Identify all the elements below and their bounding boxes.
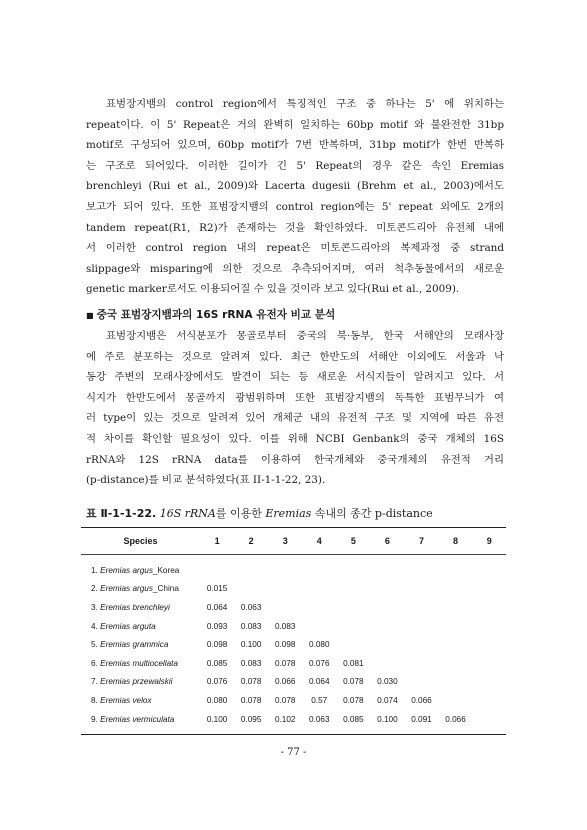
species-cell xyxy=(81,710,200,735)
species-genus: Eremias xyxy=(100,640,131,650)
paragraph-line: 식지가 한반도에서 몽골까지 광범위하며 또한 표범장지뱀의 독특한 표범무늬가 여 xyxy=(86,391,504,404)
distance-cell: 0.076 xyxy=(206,677,228,687)
distance-cell: 0.081 xyxy=(343,658,364,668)
table-row xyxy=(81,691,506,710)
distance-cell xyxy=(473,580,506,599)
distance-cell: 0.080 xyxy=(206,695,228,705)
species-epithet: przewalskii xyxy=(132,677,173,687)
species-epithet: argus xyxy=(132,584,153,594)
header-col-7: 7 xyxy=(404,528,438,555)
table-caption-label: 표 Ⅱ-1-1-22. xyxy=(86,507,157,520)
p-distance-table-container xyxy=(81,527,506,735)
table-row xyxy=(81,555,506,580)
square-bullet-icon: ■ xyxy=(86,311,94,320)
distance-cell xyxy=(404,654,438,673)
species-cell xyxy=(81,598,200,617)
distance-cell: 0.100 xyxy=(200,710,234,735)
distance-cell xyxy=(370,598,404,617)
distance-cell: 0.066 xyxy=(411,695,432,705)
distance-cell: 0.015 xyxy=(206,584,228,594)
distance-cell: 0.098 xyxy=(274,640,296,650)
distance-cell xyxy=(302,598,336,617)
table-row xyxy=(81,710,506,735)
species-suffix: _China xyxy=(152,584,179,594)
distance-cell xyxy=(370,580,404,599)
species-cell xyxy=(81,691,200,710)
species-cell xyxy=(81,654,200,673)
distance-cell: 0.091 xyxy=(404,710,438,735)
species-genus: Eremias xyxy=(100,602,131,612)
species-number: 3. xyxy=(91,602,98,612)
species-cell xyxy=(81,617,200,636)
distance-cell: 0.57 xyxy=(311,695,328,705)
distance-cell xyxy=(370,555,404,580)
paragraph-line: rRNA와 12S rRNA data를 이용하여 한국개체와 중국개체의 유전적 거리 xyxy=(86,453,504,466)
paragraph-line: repeat이다. 이 5' Repeat은 거의 완벽히 일치하는 60bp motif 와 불완전한 31bp xyxy=(86,118,504,131)
p-distance-table xyxy=(81,527,506,735)
paragraph-line: 서 이러한 control region 내의 repeat은 미토콘드리아의 복제과정 중 strand xyxy=(86,242,504,255)
species-genus: Eremias xyxy=(100,621,131,631)
distance-cell: 0.098 xyxy=(206,640,228,650)
header-col-3: 3 xyxy=(268,528,302,555)
species-number: 5. xyxy=(91,640,98,650)
distance-cell xyxy=(438,673,472,692)
species-epithet: multiocellata xyxy=(132,658,178,668)
paragraph-line: genetic marker로서도 이용되어질 수 있을 것이라 보고 있다(Rui et al., 2009). xyxy=(86,283,460,296)
paragraph-control-region xyxy=(86,94,504,300)
distance-cell xyxy=(473,555,506,580)
distance-cell xyxy=(438,617,472,636)
distance-cell xyxy=(473,691,506,710)
section-heading-text: 중국 표범장지뱀과의 16S rRNA 유전자 비교 분석 xyxy=(96,309,336,321)
paragraph-line: slippage와 misparing에 의한 것으로 추측되어지며, 여러 척추동물에서의 새로운 xyxy=(86,262,504,275)
distance-cell xyxy=(438,635,472,654)
header-col-6: 6 xyxy=(370,528,404,555)
distance-cell xyxy=(302,555,336,580)
species-number: 6. xyxy=(91,658,98,668)
paragraph-line: 는 구조로 되어있다. 이러한 길이가 긴 5' Repeat의 경우 같은 속인 Eremias xyxy=(86,159,504,172)
distance-cell: 0.085 xyxy=(336,710,370,735)
table-body xyxy=(81,555,506,735)
distance-cell xyxy=(404,673,438,692)
distance-cell xyxy=(234,580,268,599)
paragraph-comparison xyxy=(86,326,504,491)
species-genus: Eremias xyxy=(100,584,131,594)
distance-cell xyxy=(336,635,370,654)
distance-cell xyxy=(473,598,506,617)
header-col-2: 2 xyxy=(234,528,268,555)
table-caption-genus: Eremias xyxy=(265,507,312,520)
distance-cell: 0.085 xyxy=(206,658,228,668)
distance-cell: 0.030 xyxy=(377,677,398,687)
species-number: 2. xyxy=(91,584,98,594)
paragraph-line: 동강 주변의 모래사장에서도 발견이 되는 등 새로운 서식지들이 알려지고 있다. 서 xyxy=(86,371,504,384)
distance-cell xyxy=(234,555,268,580)
species-cell xyxy=(81,580,200,599)
species-number: 1. xyxy=(91,565,98,575)
species-epithet: velox xyxy=(132,695,152,705)
distance-cell: 0.066 xyxy=(274,677,296,687)
paragraph-line: (p-distance)를 비교 분석하였다(표 II-1-1-22, 23). xyxy=(86,474,326,487)
table-row xyxy=(81,635,506,654)
distance-cell xyxy=(404,598,438,617)
table-row xyxy=(81,673,506,692)
paragraph-line: 표범장지뱀의 control region에서 특징적인 구조 중 하나는 5' 에 위치하는 xyxy=(106,98,504,110)
species-genus: Eremias xyxy=(100,677,131,687)
header-col-1: 1 xyxy=(200,528,234,555)
distance-cell xyxy=(200,555,234,580)
distance-cell xyxy=(473,617,506,636)
species-suffix: _Korea xyxy=(152,565,180,575)
distance-cell xyxy=(268,580,302,599)
distance-cell xyxy=(404,580,438,599)
species-number: 7. xyxy=(91,677,98,687)
distance-cell: 0.093 xyxy=(206,621,228,631)
species-epithet: argus xyxy=(132,565,153,575)
distance-cell: 0.076 xyxy=(309,658,330,668)
species-number: 4. xyxy=(91,621,98,631)
paragraph-line: 보고가 되어 있다. 또한 표범장지뱀의 control region에는 5' repeat 외에도 2개의 xyxy=(86,200,504,213)
distance-cell xyxy=(370,617,404,636)
distance-cell xyxy=(473,654,506,673)
distance-cell: 0.063 xyxy=(240,602,262,612)
distance-cell xyxy=(268,555,302,580)
species-epithet: vermiculata xyxy=(132,714,175,724)
table-row xyxy=(81,654,506,673)
distance-cell: 0.100 xyxy=(240,640,262,650)
paragraph-line: tandem repeat(R1, R2)가 존재하는 것을 확인하였다. 미토콘드리아 유전체 내에 xyxy=(86,221,504,234)
distance-cell xyxy=(438,555,472,580)
header-species: Species xyxy=(81,528,200,555)
distance-cell xyxy=(473,673,506,692)
distance-cell: 0.078 xyxy=(274,658,296,668)
section-heading xyxy=(86,307,335,322)
distance-cell: 0.083 xyxy=(240,658,262,668)
distance-cell xyxy=(438,691,472,710)
distance-cell: 0.095 xyxy=(234,710,268,735)
distance-cell xyxy=(268,598,302,617)
distance-cell xyxy=(473,635,506,654)
distance-cell xyxy=(336,580,370,599)
paragraph-line: 에 주로 분포하는 것으로 알려져 있다. 최근 한반도의 서해안 이외에도 서울과 낙 xyxy=(86,350,504,363)
species-cell xyxy=(81,555,200,580)
header-col-8: 8 xyxy=(438,528,472,555)
paragraph-line: 표범장지뱀은 서식분포가 몽골로부터 중국의 북·동부, 한국 서해안의 모래사장 xyxy=(106,330,504,342)
distance-cell xyxy=(336,598,370,617)
table-header-row xyxy=(81,528,506,555)
header-col-9: 9 xyxy=(473,528,506,555)
species-genus: Eremias xyxy=(100,695,131,705)
distance-cell xyxy=(438,654,472,673)
distance-cell: 0.078 xyxy=(240,695,262,705)
table-row xyxy=(81,598,506,617)
species-number: 9. xyxy=(91,714,98,724)
species-genus: Eremias xyxy=(100,714,131,724)
table-caption-mid: 를 이용한 xyxy=(215,507,262,520)
species-epithet: arguta xyxy=(132,621,156,631)
paragraph-line: 적 차이를 확인할 필요성이 있다. 이를 위해 NCBI Genbank의 중국 개체의 16S xyxy=(86,432,504,445)
paragraph-line: motif로 구성되어 있으며, 60bp motif가 7번 반복하며, 31bp motif가 한번 반복하 xyxy=(86,139,504,152)
distance-cell: 0.078 xyxy=(343,677,364,687)
distance-cell: 0.066 xyxy=(438,710,472,735)
distance-cell xyxy=(302,580,336,599)
distance-cell xyxy=(404,617,438,636)
species-epithet: grammica xyxy=(132,640,169,650)
distance-cell: 0.078 xyxy=(274,695,296,705)
table-row xyxy=(81,617,506,636)
distance-cell: 0.078 xyxy=(343,695,364,705)
species-cell xyxy=(81,635,200,654)
species-cell xyxy=(81,673,200,692)
header-col-5: 5 xyxy=(336,528,370,555)
distance-cell xyxy=(404,635,438,654)
distance-cell: 0.063 xyxy=(302,710,336,735)
page-number: - 77 - xyxy=(280,747,307,758)
paragraph-line: brenchleyi (Rui et al., 2009)와 Lacerta dugesii (Brehm et al., 2003)에서도 xyxy=(86,180,504,193)
distance-cell: 0.074 xyxy=(377,695,398,705)
species-epithet: brenchleyi xyxy=(132,602,170,612)
distance-cell: 0.083 xyxy=(240,621,262,631)
distance-cell xyxy=(404,555,438,580)
distance-cell xyxy=(370,654,404,673)
distance-cell xyxy=(438,580,472,599)
table-caption xyxy=(86,505,433,521)
header-col-4: 4 xyxy=(302,528,336,555)
distance-cell xyxy=(370,635,404,654)
distance-cell: 0.064 xyxy=(206,602,228,612)
table-row xyxy=(81,580,506,599)
distance-cell: 0.100 xyxy=(370,710,404,735)
distance-cell: 0.078 xyxy=(240,677,262,687)
distance-cell xyxy=(473,710,506,735)
paragraph-line: 러 type이 있는 것으로 알려져 있어 개체군 내의 유전적 구조 및 지역에 따른 유전 xyxy=(86,412,504,425)
species-genus: Eremias xyxy=(100,658,131,668)
distance-cell: 0.080 xyxy=(309,640,330,650)
species-genus: Eremias xyxy=(100,565,131,575)
distance-cell xyxy=(302,617,336,636)
distance-cell: 0.064 xyxy=(309,677,330,687)
distance-cell xyxy=(438,598,472,617)
table-caption-tail: 속내의 종간 p-distance xyxy=(314,507,433,520)
table-caption-gene: 16S rRNA xyxy=(159,507,216,520)
distance-cell xyxy=(336,555,370,580)
distance-cell: 0.083 xyxy=(274,621,296,631)
distance-cell xyxy=(336,617,370,636)
distance-cell: 0.102 xyxy=(268,710,302,735)
species-number: 8. xyxy=(91,695,98,705)
